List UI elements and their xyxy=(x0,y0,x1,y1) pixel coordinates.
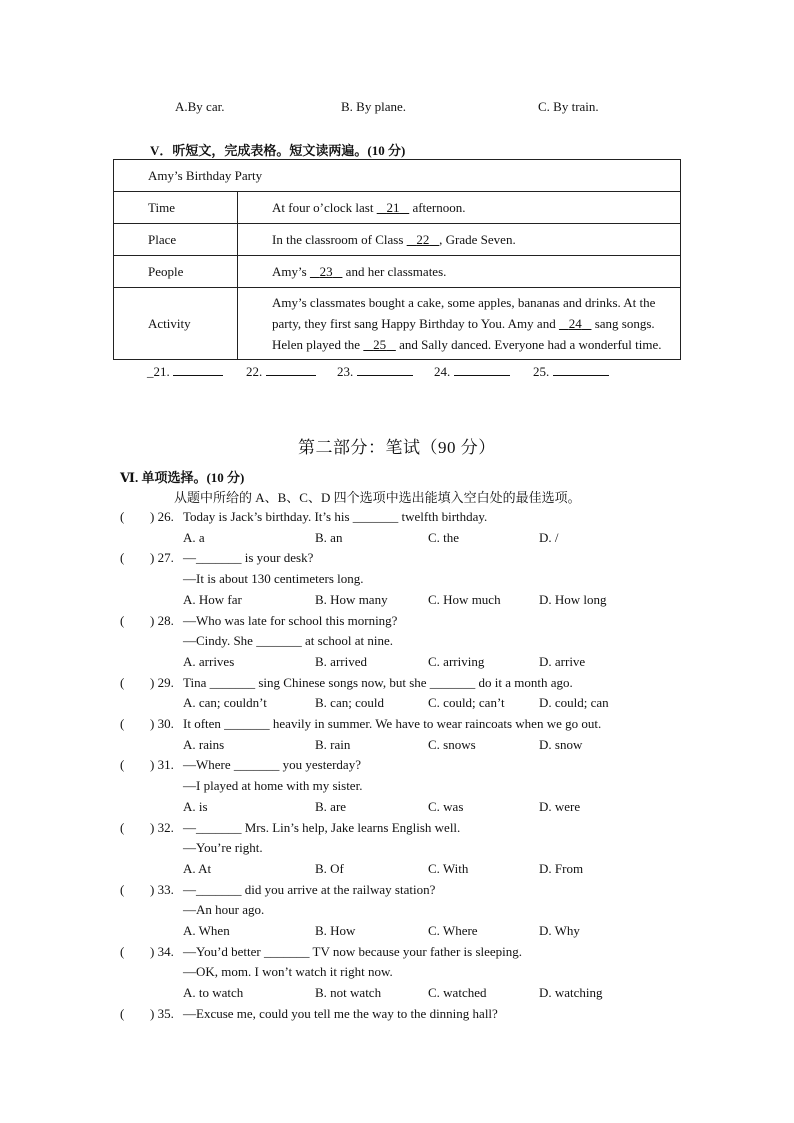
answer-blank-25: 25. xyxy=(533,364,609,380)
row-content: Amy’s classmates bought a cake, some apples, bananas and drinks. At the party, they first sang Happy Birthday to You. Amy and 24 sang songs. Helen played the 25 and Sally danced. Everyone had a wonderful time. xyxy=(238,288,681,360)
table-row xyxy=(114,224,681,256)
question-number: ) 27. xyxy=(150,550,174,566)
question-text: —An hour ago. xyxy=(183,902,265,918)
answer-paren: ( xyxy=(120,674,125,690)
option-a: A. to watch xyxy=(183,985,244,1001)
section5-heading: V．听短文，完成表格。短文读两遍。(10 分) xyxy=(150,143,406,158)
question-text: —_______ is your desk? xyxy=(183,550,314,566)
question-number: ) 28. xyxy=(150,612,174,628)
answer-paren: ( xyxy=(120,716,125,731)
question-text: It often _______ heavily in summer. We have to wear raincoats when we go out. xyxy=(183,716,602,731)
question-text: —It is about 130 centimeters long. xyxy=(183,571,364,587)
answer-paren: ( xyxy=(120,757,125,773)
row-label: Place xyxy=(114,224,238,256)
question-text: Tina _______ sing Chinese songs now, but she _______ do it a month ago. xyxy=(183,674,573,690)
answer-blank-24: 24. xyxy=(434,364,510,380)
option-b: B. Of xyxy=(315,860,344,876)
option-d: D. / xyxy=(539,529,559,545)
option-d: D. arrive xyxy=(539,653,586,669)
option-a: A. can; couldn’t xyxy=(183,695,267,711)
question-text: —_______ did you arrive at the railway station? xyxy=(183,881,436,897)
option-c: C. arriving xyxy=(428,653,485,669)
answer-paren: ( xyxy=(120,1005,125,1021)
section6-heading: Ⅵ. 单项选择。(10 分) xyxy=(120,470,245,485)
blank-24: 24 xyxy=(568,316,582,331)
row-label: Activity xyxy=(114,288,238,360)
option-a: A. How far xyxy=(183,591,242,607)
answer-paren: ( xyxy=(120,943,125,959)
question-text: —You’d better _______ TV now because your father is sleeping. xyxy=(183,943,523,959)
option-d: D. How long xyxy=(539,591,607,607)
answer-blank-21: _21. xyxy=(147,364,223,380)
question-number: ) 34. xyxy=(150,943,174,959)
answer-paren: ( xyxy=(120,509,125,524)
option-c: C. the xyxy=(428,529,460,545)
question-text: —Cindy. She _______ at school at nine. xyxy=(183,633,394,649)
option-c: C. snows xyxy=(428,736,476,752)
option-c: C. could; can’t xyxy=(428,695,505,711)
question-text: —Who was late for school this morning? xyxy=(183,612,398,628)
table-row xyxy=(114,256,681,288)
option-c: C. How much xyxy=(428,591,501,607)
question-number: ) 33. xyxy=(150,881,174,897)
option-b: B. are xyxy=(315,798,347,814)
blank-25: 25 xyxy=(373,337,387,352)
question-text: Today is Jack’s birthday. It’s his _______ twelfth birthday. xyxy=(183,509,488,524)
question-text: —I played at home with my sister. xyxy=(183,778,363,794)
option-a: A. is xyxy=(183,798,208,814)
row-label: Time xyxy=(114,192,238,224)
option-a: A. arrives xyxy=(183,653,235,669)
option-b: B. arrived xyxy=(315,653,367,669)
table-title: Amy’s Birthday Party xyxy=(114,160,681,192)
option-b: B. an xyxy=(315,529,343,545)
answer-paren: ( xyxy=(120,612,125,628)
answer-paren: ( xyxy=(120,550,125,566)
row-label: People xyxy=(114,256,238,288)
table-row xyxy=(114,288,681,360)
answer-paren: ( xyxy=(120,819,125,835)
answer-blank-22: 22. xyxy=(246,364,316,380)
option-d: D. were xyxy=(539,798,581,814)
option-a: A. rains xyxy=(183,736,225,752)
blank-21: 21 xyxy=(386,200,400,215)
row-content: Amy’s 23 and her classmates. xyxy=(238,256,681,288)
birthday-party-table xyxy=(113,159,681,360)
option-b: B. rain xyxy=(315,736,351,752)
table-row xyxy=(114,192,681,224)
option-b: B. can; could xyxy=(315,695,384,711)
option-d: D. could; can xyxy=(539,695,609,711)
question-text: —You’re right. xyxy=(183,840,263,856)
blank-23: 23 xyxy=(319,264,333,279)
blank-22: 22 xyxy=(416,232,430,247)
section6-instruction: 从题中所给的 A、B、C、D 四个选项中选出能填入空白处的最佳选项。 xyxy=(174,490,581,505)
question-text: —Where _______ you yesterday? xyxy=(183,757,361,773)
question-number: ) 30. xyxy=(150,716,174,731)
option-b: B. not watch xyxy=(315,985,382,1001)
question-number: ) 35. xyxy=(150,1005,174,1021)
option-d: D. watching xyxy=(539,985,603,1001)
q20-option-c: C. By train. xyxy=(538,99,599,114)
answer-blank-23: 23. xyxy=(337,364,413,380)
q20-option-b: B. By plane. xyxy=(341,99,406,114)
part2-title: 第二部分：笔试（90 分） xyxy=(298,438,496,457)
option-c: C. watched xyxy=(428,985,487,1001)
question-text: —Excuse me, could you tell me the way to the dinning hall? xyxy=(183,1005,498,1021)
question-text: —_______ Mrs. Lin’s help, Jake learns English well. xyxy=(183,819,461,835)
option-d: D. Why xyxy=(539,923,580,938)
option-c: C. was xyxy=(428,798,464,814)
option-a: A. a xyxy=(183,529,205,545)
option-d: D. snow xyxy=(539,736,583,752)
option-a: A. When xyxy=(183,923,230,938)
answer-paren: ( xyxy=(120,881,125,897)
option-b: B. How xyxy=(315,923,356,938)
option-c: C. Where xyxy=(428,923,478,938)
question-number: ) 32. xyxy=(150,819,174,835)
question-number: ) 26. xyxy=(150,509,174,524)
option-c: C. With xyxy=(428,860,469,876)
row-content: In the classroom of Class 22 , Grade Seven. xyxy=(238,224,681,256)
question-text: —OK, mom. I won’t watch it right now. xyxy=(183,964,393,980)
option-d: D. From xyxy=(539,860,584,876)
question-number: ) 29. xyxy=(150,674,174,690)
question-number: ) 31. xyxy=(150,757,174,773)
option-b: B. How many xyxy=(315,591,388,607)
option-a: A. At xyxy=(183,860,212,876)
q20-option-a: A.By car. xyxy=(175,99,225,114)
row-content: At four o’clock last 21 afternoon. xyxy=(238,192,681,224)
